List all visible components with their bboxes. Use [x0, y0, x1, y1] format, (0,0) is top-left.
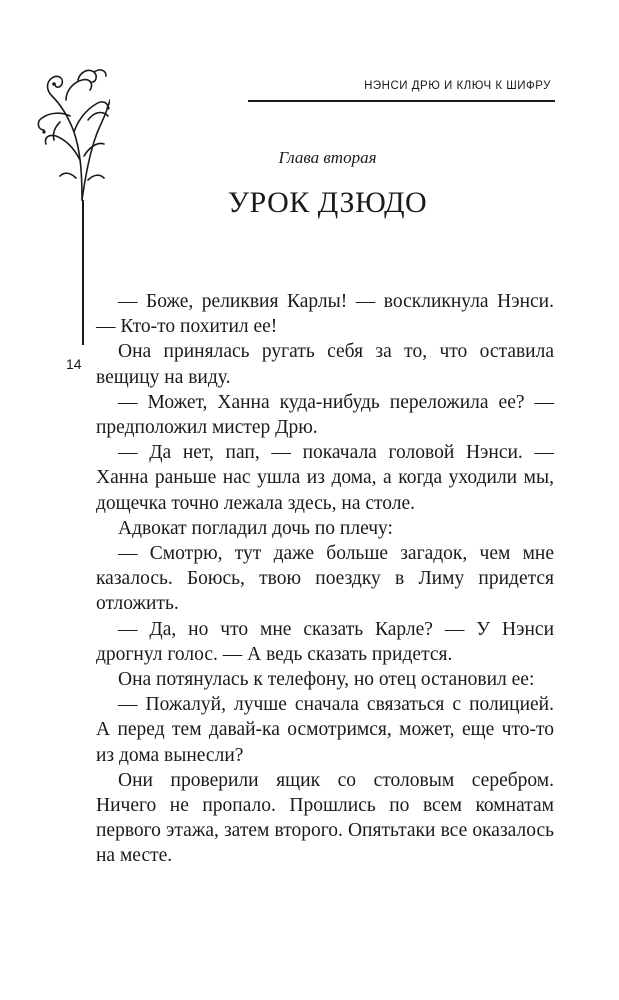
paragraph: — Может, Ханна куда-нибудь переложила ее? — предположил мистер Дрю. — [96, 391, 554, 439]
paragraph: Адвокат погладил дочь по плечу: — [118, 517, 393, 539]
margin-vertical-rule — [82, 200, 84, 345]
paragraph: Она потянулась к телефону, но отец остановил ее: — [118, 669, 535, 691]
chapter-title: УРОК ДЗЮДО — [227, 186, 428, 219]
page-number: 14 — [66, 356, 82, 372]
header-horizontal-rule — [248, 100, 555, 102]
paragraph: — Да, но что мне сказать Карле? — У Нэнси дрогнул голос. — А ведь сказать придется. — [96, 618, 554, 665]
running-title: НЭНСИ ДРЮ И КЛЮЧ К ШИФРУ — [364, 80, 551, 92]
paragraph: Она принялась ругать себя за то, что оставила вещицу на виду. — [96, 341, 554, 388]
chapter-label: Глава вторая — [278, 148, 377, 167]
body-text — [96, 289, 554, 869]
paragraph: — Пожалуй, лучше сначала связаться с полицией. А перед тем давай-ка осмотримся, может, еще что-то из дома вынесли? — [96, 694, 554, 766]
paragraph: — Смотрю, тут даже больше загадок, чем мне казалось. Боюсь, твою поездку в Лиму придется отложить. — [96, 543, 554, 615]
paragraph: Они проверили ящик со столовым серебром. Ничего не пропало. Прошлись по всем комнатам первого этажа, затем второго. Опятьтаки все оказалось на месте. — [96, 769, 554, 867]
paragraph: — Да нет, пап, — покачала головой Нэнси. — Ханна раньше нас ушла из дома, а когда уходили мы, дощечка точно лежала здесь, на столе. — [96, 442, 554, 514]
paragraph: — Боже, реликвия Карлы! — воскликнула Нэнси. — Кто-то похитил ее! — [96, 291, 554, 338]
